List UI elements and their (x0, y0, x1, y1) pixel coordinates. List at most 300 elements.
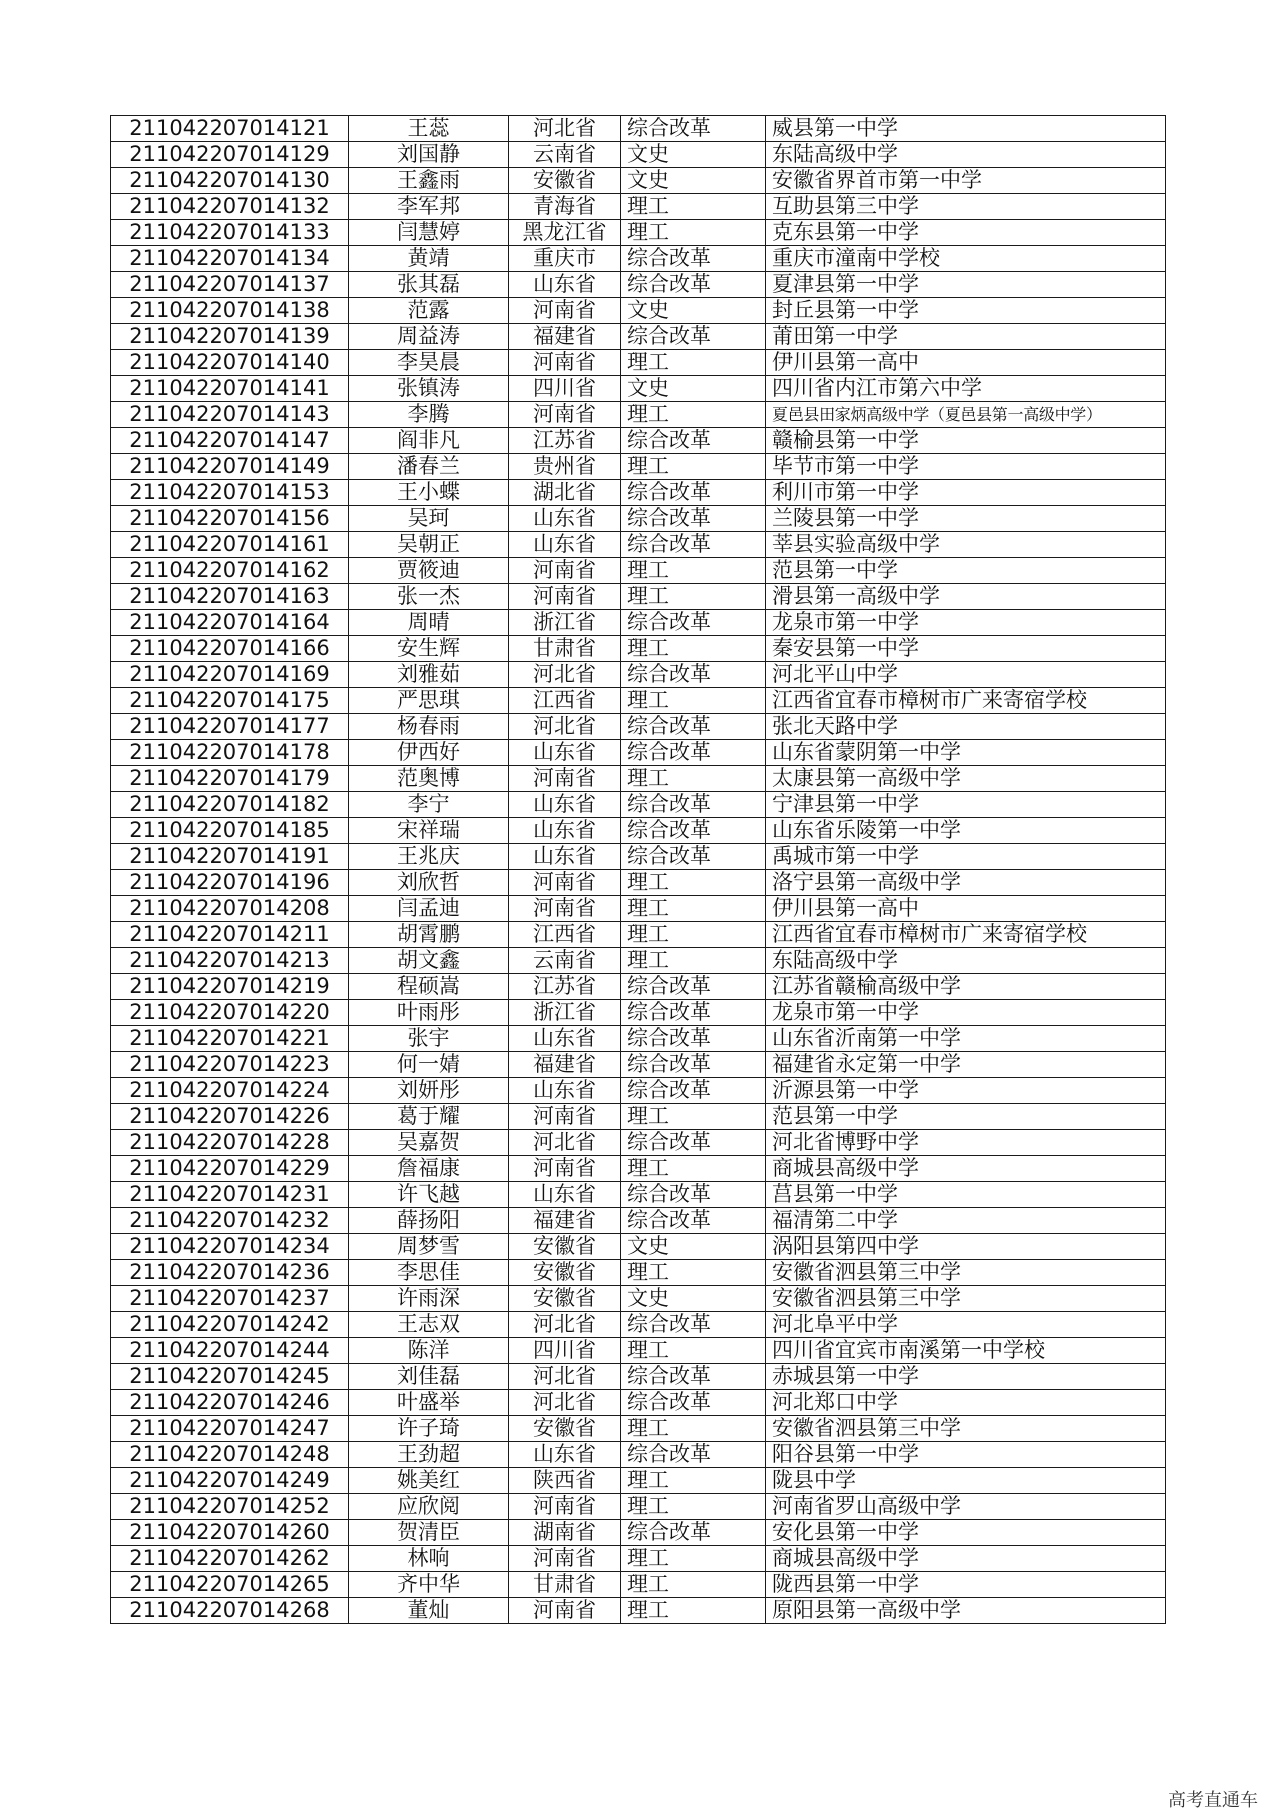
province-cell: 江苏省 (509, 428, 621, 454)
candidate-id-cell: 211042207014228 (111, 1130, 349, 1156)
candidate-id-cell: 211042207014221 (111, 1026, 349, 1052)
high-school-cell: 威县第一中学 (766, 116, 1166, 142)
table-row (111, 1364, 1166, 1390)
province-cell: 安徽省 (509, 1416, 621, 1442)
subject-category-cell: 综合改革 (621, 428, 766, 454)
candidate-id-cell: 211042207014130 (111, 168, 349, 194)
high-school-cell: 商城县高级中学 (766, 1546, 1166, 1572)
table-row (111, 1234, 1166, 1260)
student-name-cell: 王蕊 (349, 116, 509, 142)
province-cell: 河北省 (509, 662, 621, 688)
province-cell: 青海省 (509, 194, 621, 220)
province-cell: 河南省 (509, 298, 621, 324)
subject-category-cell: 理工 (621, 402, 766, 428)
subject-category-cell: 综合改革 (621, 324, 766, 350)
province-cell: 山东省 (509, 532, 621, 558)
subject-category-cell: 综合改革 (621, 974, 766, 1000)
high-school-cell: 商城县高级中学 (766, 1156, 1166, 1182)
table-row (111, 818, 1166, 844)
student-name-cell: 林响 (349, 1546, 509, 1572)
subject-category-cell: 理工 (621, 584, 766, 610)
candidate-id-cell: 211042207014262 (111, 1546, 349, 1572)
student-name-cell: 范奥博 (349, 766, 509, 792)
high-school-cell: 龙泉市第一中学 (766, 610, 1166, 636)
student-name-cell: 李思佳 (349, 1260, 509, 1286)
province-cell: 山东省 (509, 272, 621, 298)
subject-category-cell: 理工 (621, 1598, 766, 1624)
subject-category-cell: 综合改革 (621, 1520, 766, 1546)
student-name-cell: 叶雨彤 (349, 1000, 509, 1026)
subject-category-cell: 综合改革 (621, 116, 766, 142)
high-school-cell: 河北郑口中学 (766, 1390, 1166, 1416)
high-school-cell: 毕节市第一中学 (766, 454, 1166, 480)
candidate-id-cell: 211042207014138 (111, 298, 349, 324)
candidate-id-cell: 211042207014247 (111, 1416, 349, 1442)
student-name-cell: 王志双 (349, 1312, 509, 1338)
candidate-id-cell: 211042207014265 (111, 1572, 349, 1598)
table-row (111, 480, 1166, 506)
subject-category-cell: 综合改革 (621, 1130, 766, 1156)
table-row (111, 870, 1166, 896)
province-cell: 山东省 (509, 740, 621, 766)
admission-list-body (111, 116, 1166, 1624)
table-row (111, 116, 1166, 142)
table-row (111, 1494, 1166, 1520)
subject-category-cell: 综合改革 (621, 1390, 766, 1416)
student-name-cell: 王小蝶 (349, 480, 509, 506)
high-school-cell: 东陆高级中学 (766, 142, 1166, 168)
candidate-id-cell: 211042207014137 (111, 272, 349, 298)
student-name-cell: 吴珂 (349, 506, 509, 532)
student-name-cell: 齐中华 (349, 1572, 509, 1598)
high-school-cell: 莘县实验高级中学 (766, 532, 1166, 558)
table-row (111, 532, 1166, 558)
candidate-id-cell: 211042207014220 (111, 1000, 349, 1026)
student-name-cell: 程硕嵩 (349, 974, 509, 1000)
high-school-cell: 山东省蒙阴第一中学 (766, 740, 1166, 766)
candidate-id-cell: 211042207014182 (111, 792, 349, 818)
candidate-id-cell: 211042207014252 (111, 1494, 349, 1520)
candidate-id-cell: 211042207014179 (111, 766, 349, 792)
candidate-id-cell: 211042207014226 (111, 1104, 349, 1130)
high-school-cell: 江苏省赣榆高级中学 (766, 974, 1166, 1000)
subject-category-cell: 文史 (621, 1286, 766, 1312)
high-school-cell: 克东县第一中学 (766, 220, 1166, 246)
student-name-cell: 贺清臣 (349, 1520, 509, 1546)
province-cell: 云南省 (509, 948, 621, 974)
province-cell: 山东省 (509, 1182, 621, 1208)
high-school-cell: 互助县第三中学 (766, 194, 1166, 220)
province-cell: 重庆市 (509, 246, 621, 272)
subject-category-cell: 理工 (621, 766, 766, 792)
province-cell: 山东省 (509, 1442, 621, 1468)
high-school-cell: 安徽省泗县第三中学 (766, 1286, 1166, 1312)
subject-category-cell: 综合改革 (621, 792, 766, 818)
high-school-cell: 封丘县第一中学 (766, 298, 1166, 324)
table-row (111, 246, 1166, 272)
table-row (111, 168, 1166, 194)
province-cell: 河北省 (509, 1130, 621, 1156)
province-cell: 贵州省 (509, 454, 621, 480)
table-row (111, 1286, 1166, 1312)
student-name-cell: 周益涛 (349, 324, 509, 350)
subject-category-cell: 综合改革 (621, 1052, 766, 1078)
candidate-id-cell: 211042207014139 (111, 324, 349, 350)
high-school-cell: 福建省永定第一中学 (766, 1052, 1166, 1078)
candidate-id-cell: 211042207014163 (111, 584, 349, 610)
province-cell: 河南省 (509, 402, 621, 428)
high-school-cell: 利川市第一中学 (766, 480, 1166, 506)
high-school-cell: 沂源县第一中学 (766, 1078, 1166, 1104)
province-cell: 山东省 (509, 506, 621, 532)
student-name-cell: 宋祥瑞 (349, 818, 509, 844)
student-name-cell: 李军邦 (349, 194, 509, 220)
student-name-cell: 董灿 (349, 1598, 509, 1624)
table-row (111, 220, 1166, 246)
province-cell: 河南省 (509, 584, 621, 610)
subject-category-cell: 综合改革 (621, 1442, 766, 1468)
high-school-cell: 河北阜平中学 (766, 1312, 1166, 1338)
candidate-id-cell: 211042207014133 (111, 220, 349, 246)
candidate-id-cell: 211042207014232 (111, 1208, 349, 1234)
table-row (111, 740, 1166, 766)
province-cell: 山东省 (509, 1078, 621, 1104)
candidate-id-cell: 211042207014132 (111, 194, 349, 220)
subject-category-cell: 综合改革 (621, 246, 766, 272)
high-school-cell: 四川省内江市第六中学 (766, 376, 1166, 402)
province-cell: 甘肃省 (509, 636, 621, 662)
high-school-cell: 宁津县第一中学 (766, 792, 1166, 818)
subject-category-cell: 理工 (621, 558, 766, 584)
candidate-id-cell: 211042207014147 (111, 428, 349, 454)
subject-category-cell: 理工 (621, 922, 766, 948)
subject-category-cell: 理工 (621, 896, 766, 922)
high-school-cell: 莒县第一中学 (766, 1182, 1166, 1208)
table-row (111, 558, 1166, 584)
candidate-id-cell: 211042207014134 (111, 246, 349, 272)
subject-category-cell: 理工 (621, 636, 766, 662)
subject-category-cell: 综合改革 (621, 272, 766, 298)
candidate-id-cell: 211042207014260 (111, 1520, 349, 1546)
candidate-id-cell: 211042207014164 (111, 610, 349, 636)
table-row (111, 1312, 1166, 1338)
student-name-cell: 张宇 (349, 1026, 509, 1052)
province-cell: 福建省 (509, 1052, 621, 1078)
table-row (111, 766, 1166, 792)
table-row (111, 142, 1166, 168)
province-cell: 山东省 (509, 818, 621, 844)
candidate-id-cell: 211042207014208 (111, 896, 349, 922)
province-cell: 河南省 (509, 870, 621, 896)
candidate-id-cell: 211042207014242 (111, 1312, 349, 1338)
table-row (111, 584, 1166, 610)
candidate-id-cell: 211042207014234 (111, 1234, 349, 1260)
table-row (111, 1260, 1166, 1286)
subject-category-cell: 理工 (621, 1572, 766, 1598)
candidate-id-cell: 211042207014121 (111, 116, 349, 142)
table-row (111, 1416, 1166, 1442)
table-row (111, 610, 1166, 636)
high-school-cell: 重庆市潼南中学校 (766, 246, 1166, 272)
province-cell: 河南省 (509, 1104, 621, 1130)
candidate-id-cell: 211042207014246 (111, 1390, 349, 1416)
table-row (111, 1000, 1166, 1026)
table-row (111, 1338, 1166, 1364)
high-school-cell: 河南省罗山高级中学 (766, 1494, 1166, 1520)
table-row (111, 428, 1166, 454)
subject-category-cell: 综合改革 (621, 1208, 766, 1234)
table-row (111, 1468, 1166, 1494)
candidate-id-cell: 211042207014229 (111, 1156, 349, 1182)
high-school-cell: 龙泉市第一中学 (766, 1000, 1166, 1026)
student-name-cell: 应欣阅 (349, 1494, 509, 1520)
province-cell: 黑龙江省 (509, 220, 621, 246)
subject-category-cell: 综合改革 (621, 740, 766, 766)
table-row (111, 1052, 1166, 1078)
table-row (111, 376, 1166, 402)
student-name-cell: 周梦雪 (349, 1234, 509, 1260)
candidate-id-cell: 211042207014143 (111, 402, 349, 428)
candidate-id-cell: 211042207014177 (111, 714, 349, 740)
student-name-cell: 张一杰 (349, 584, 509, 610)
high-school-cell: 四川省宜宾市南溪第一中学校 (766, 1338, 1166, 1364)
table-row (111, 1130, 1166, 1156)
high-school-cell: 夏津县第一中学 (766, 272, 1166, 298)
province-cell: 河北省 (509, 714, 621, 740)
high-school-cell: 范县第一中学 (766, 558, 1166, 584)
province-cell: 河南省 (509, 350, 621, 376)
high-school-cell: 秦安县第一中学 (766, 636, 1166, 662)
candidate-id-cell: 211042207014153 (111, 480, 349, 506)
high-school-cell: 阳谷县第一中学 (766, 1442, 1166, 1468)
student-name-cell: 刘佳磊 (349, 1364, 509, 1390)
candidate-id-cell: 211042207014219 (111, 974, 349, 1000)
subject-category-cell: 综合改革 (621, 714, 766, 740)
high-school-cell: 范县第一中学 (766, 1104, 1166, 1130)
student-name-cell: 王鑫雨 (349, 168, 509, 194)
table-row (111, 1182, 1166, 1208)
subject-category-cell: 综合改革 (621, 1182, 766, 1208)
high-school-cell: 赤城县第一中学 (766, 1364, 1166, 1390)
high-school-cell: 安徽省泗县第三中学 (766, 1260, 1166, 1286)
subject-category-cell: 文史 (621, 376, 766, 402)
candidate-id-cell: 211042207014166 (111, 636, 349, 662)
table-row (111, 896, 1166, 922)
subject-category-cell: 理工 (621, 1494, 766, 1520)
table-row (111, 636, 1166, 662)
subject-category-cell: 理工 (621, 454, 766, 480)
province-cell: 云南省 (509, 142, 621, 168)
table-row (111, 454, 1166, 480)
table-row (111, 1390, 1166, 1416)
high-school-cell: 原阳县第一高级中学 (766, 1598, 1166, 1624)
province-cell: 浙江省 (509, 610, 621, 636)
candidate-id-cell: 211042207014213 (111, 948, 349, 974)
table-row (111, 1104, 1166, 1130)
student-name-cell: 胡文鑫 (349, 948, 509, 974)
province-cell: 河南省 (509, 896, 621, 922)
subject-category-cell: 综合改革 (621, 532, 766, 558)
student-name-cell: 阎非凡 (349, 428, 509, 454)
student-name-cell: 吴嘉贺 (349, 1130, 509, 1156)
subject-category-cell: 综合改革 (621, 1026, 766, 1052)
table-row (111, 402, 1166, 428)
student-name-cell: 闫孟迪 (349, 896, 509, 922)
province-cell: 河北省 (509, 1364, 621, 1390)
province-cell: 安徽省 (509, 1260, 621, 1286)
high-school-cell: 江西省宜春市樟树市广来寄宿学校 (766, 688, 1166, 714)
candidate-id-cell: 211042207014175 (111, 688, 349, 714)
student-name-cell: 刘欣哲 (349, 870, 509, 896)
admission-list-table (110, 115, 1166, 1624)
source-watermark: 高考直通车 (1168, 1790, 1258, 1811)
table-row (111, 792, 1166, 818)
table-row (111, 1208, 1166, 1234)
student-name-cell: 吴朝正 (349, 532, 509, 558)
province-cell: 四川省 (509, 1338, 621, 1364)
province-cell: 湖北省 (509, 480, 621, 506)
candidate-id-cell: 211042207014245 (111, 1364, 349, 1390)
high-school-cell: 江西省宜春市樟树市广来寄宿学校 (766, 922, 1166, 948)
province-cell: 河南省 (509, 1598, 621, 1624)
subject-category-cell: 文史 (621, 1234, 766, 1260)
province-cell: 山东省 (509, 792, 621, 818)
student-name-cell: 许飞越 (349, 1182, 509, 1208)
high-school-cell: 洛宁县第一高级中学 (766, 870, 1166, 896)
province-cell: 湖南省 (509, 1520, 621, 1546)
student-name-cell: 姚美红 (349, 1468, 509, 1494)
province-cell: 安徽省 (509, 1286, 621, 1312)
high-school-cell: 夏邑县田家炳高级中学（夏邑县第一高级中学） (766, 402, 1166, 428)
candidate-id-cell: 211042207014149 (111, 454, 349, 480)
province-cell: 河南省 (509, 1546, 621, 1572)
high-school-cell: 陇西县第一中学 (766, 1572, 1166, 1598)
province-cell: 河南省 (509, 766, 621, 792)
subject-category-cell: 理工 (621, 870, 766, 896)
candidate-id-cell: 211042207014223 (111, 1052, 349, 1078)
student-name-cell: 詹福康 (349, 1156, 509, 1182)
student-name-cell: 刘妍彤 (349, 1078, 509, 1104)
table-row (111, 844, 1166, 870)
high-school-cell: 山东省沂南第一中学 (766, 1026, 1166, 1052)
subject-category-cell: 综合改革 (621, 844, 766, 870)
province-cell: 河北省 (509, 1312, 621, 1338)
candidate-id-cell: 211042207014231 (111, 1182, 349, 1208)
table-row (111, 1520, 1166, 1546)
candidate-id-cell: 211042207014236 (111, 1260, 349, 1286)
high-school-cell: 陇县中学 (766, 1468, 1166, 1494)
high-school-cell: 伊川县第一高中 (766, 896, 1166, 922)
subject-category-cell: 综合改革 (621, 506, 766, 532)
table-row (111, 324, 1166, 350)
candidate-id-cell: 211042207014248 (111, 1442, 349, 1468)
province-cell: 江西省 (509, 688, 621, 714)
province-cell: 安徽省 (509, 168, 621, 194)
candidate-id-cell: 211042207014244 (111, 1338, 349, 1364)
high-school-cell: 山东省乐陵第一中学 (766, 818, 1166, 844)
table-row (111, 194, 1166, 220)
table-row (111, 1078, 1166, 1104)
high-school-cell: 河北平山中学 (766, 662, 1166, 688)
candidate-id-cell: 211042207014140 (111, 350, 349, 376)
subject-category-cell: 综合改革 (621, 1312, 766, 1338)
candidate-id-cell: 211042207014185 (111, 818, 349, 844)
table-row (111, 662, 1166, 688)
student-name-cell: 周晴 (349, 610, 509, 636)
subject-category-cell: 理工 (621, 1338, 766, 1364)
student-name-cell: 严思琪 (349, 688, 509, 714)
subject-category-cell: 文史 (621, 298, 766, 324)
student-name-cell: 葛于耀 (349, 1104, 509, 1130)
table-row (111, 1026, 1166, 1052)
high-school-cell: 张北天路中学 (766, 714, 1166, 740)
province-cell: 浙江省 (509, 1000, 621, 1026)
subject-category-cell: 文史 (621, 142, 766, 168)
high-school-cell: 安徽省界首市第一中学 (766, 168, 1166, 194)
candidate-id-cell: 211042207014249 (111, 1468, 349, 1494)
candidate-id-cell: 211042207014178 (111, 740, 349, 766)
student-name-cell: 刘雅茹 (349, 662, 509, 688)
candidate-id-cell: 211042207014191 (111, 844, 349, 870)
candidate-id-cell: 211042207014211 (111, 922, 349, 948)
table-row (111, 1598, 1166, 1624)
subject-category-cell: 理工 (621, 194, 766, 220)
student-name-cell: 张镇涛 (349, 376, 509, 402)
student-name-cell: 闫慧婷 (349, 220, 509, 246)
high-school-cell: 兰陵县第一中学 (766, 506, 1166, 532)
province-cell: 河南省 (509, 1156, 621, 1182)
high-school-cell: 伊川县第一高中 (766, 350, 1166, 376)
province-cell: 河南省 (509, 558, 621, 584)
subject-category-cell: 综合改革 (621, 662, 766, 688)
province-cell: 河北省 (509, 116, 621, 142)
student-name-cell: 李昊晨 (349, 350, 509, 376)
candidate-id-cell: 211042207014224 (111, 1078, 349, 1104)
candidate-id-cell: 211042207014162 (111, 558, 349, 584)
subject-category-cell: 理工 (621, 350, 766, 376)
province-cell: 江西省 (509, 922, 621, 948)
student-name-cell: 许子琦 (349, 1416, 509, 1442)
subject-category-cell: 文史 (621, 168, 766, 194)
student-name-cell: 薛扬阳 (349, 1208, 509, 1234)
candidate-id-cell: 211042207014129 (111, 142, 349, 168)
subject-category-cell: 理工 (621, 1156, 766, 1182)
subject-category-cell: 理工 (621, 1416, 766, 1442)
subject-category-cell: 理工 (621, 948, 766, 974)
table-row (111, 350, 1166, 376)
candidate-id-cell: 211042207014268 (111, 1598, 349, 1624)
table-row (111, 922, 1166, 948)
subject-category-cell: 理工 (621, 1468, 766, 1494)
table-row (111, 506, 1166, 532)
student-name-cell: 李腾 (349, 402, 509, 428)
student-name-cell: 胡霄鹏 (349, 922, 509, 948)
candidate-id-cell: 211042207014156 (111, 506, 349, 532)
high-school-cell: 东陆高级中学 (766, 948, 1166, 974)
province-cell: 山东省 (509, 844, 621, 870)
subject-category-cell: 理工 (621, 1104, 766, 1130)
candidate-id-cell: 211042207014161 (111, 532, 349, 558)
student-name-cell: 王劲超 (349, 1442, 509, 1468)
table-row (111, 714, 1166, 740)
high-school-cell: 河北省博野中学 (766, 1130, 1166, 1156)
student-name-cell: 贾筱迪 (349, 558, 509, 584)
province-cell: 福建省 (509, 324, 621, 350)
high-school-cell: 安徽省泗县第三中学 (766, 1416, 1166, 1442)
high-school-cell: 赣榆县第一中学 (766, 428, 1166, 454)
province-cell: 河南省 (509, 1494, 621, 1520)
student-name-cell: 李宁 (349, 792, 509, 818)
